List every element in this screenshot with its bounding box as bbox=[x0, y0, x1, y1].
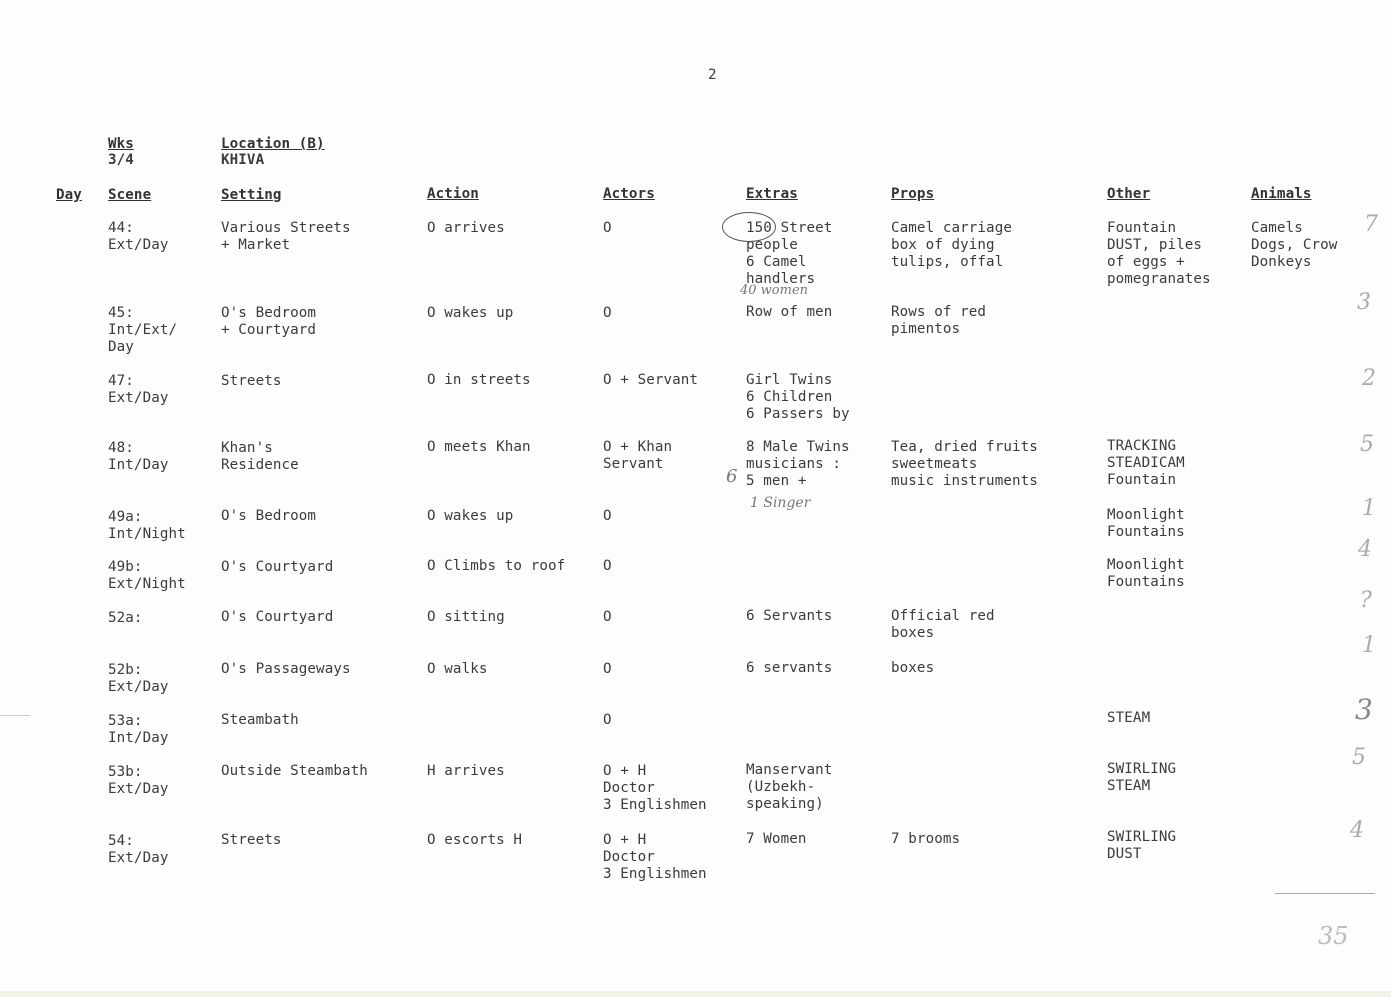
row-54-props: 7 brooms bbox=[891, 831, 961, 847]
row-52b-setting: O's Passageways bbox=[221, 661, 351, 677]
margin-number-7: ? bbox=[1360, 588, 1372, 613]
row-44-actors: O bbox=[603, 220, 612, 236]
wks-value: 3/4 bbox=[108, 152, 134, 168]
col-header-props: Props bbox=[891, 186, 935, 202]
row-45-extras: Row of men bbox=[746, 304, 833, 320]
row-53b-setting: Outside Steambath bbox=[221, 763, 368, 779]
col-header-setting: Setting bbox=[221, 187, 282, 203]
margin-total: 35 bbox=[1318, 922, 1349, 950]
row-47-action: O in streets bbox=[427, 372, 531, 388]
row-49b-setting: O's Courtyard bbox=[221, 559, 334, 575]
row-52a-actors: O bbox=[603, 609, 612, 625]
row-44-setting: Various Streets + Market bbox=[221, 220, 351, 253]
handwritten-circle bbox=[722, 212, 776, 242]
margin-number-4: 5 bbox=[1360, 432, 1374, 457]
margin-number-5: 1 bbox=[1362, 496, 1376, 521]
row-52b-action: O walks bbox=[427, 661, 488, 677]
location-label: Location (B) bbox=[221, 136, 325, 152]
location-value: KHIVA bbox=[221, 152, 265, 168]
row-45-actors: O bbox=[603, 305, 612, 321]
row-45-action: O wakes up bbox=[427, 305, 514, 321]
row-53a-scene: 53a: Int/Day bbox=[108, 713, 169, 746]
row-53a-setting: Steambath bbox=[221, 712, 299, 728]
row-44-other: Fountain DUST, piles of eggs + pomegranates bbox=[1107, 220, 1211, 287]
row-49b-actors: O bbox=[603, 558, 612, 574]
margin-number-11: 4 bbox=[1350, 818, 1364, 843]
row-48-actors: O + Khan Servant bbox=[603, 439, 673, 472]
row-48-props: Tea, dried fruits sweetmeats music instruments bbox=[891, 439, 1038, 489]
row-52b-actors: O bbox=[603, 661, 612, 677]
row-49b-scene: 49b: Ext/Night bbox=[108, 559, 186, 592]
left-margin-mark bbox=[0, 715, 30, 716]
row-47-setting: Streets bbox=[221, 373, 282, 389]
col-header-animals: Animals bbox=[1251, 186, 1312, 202]
row-47-extras: Girl Twins 6 Children 6 Passers by bbox=[746, 372, 850, 422]
handwritten-six: 6 bbox=[726, 466, 738, 487]
row-52a-extras: 6 Servants bbox=[746, 608, 833, 624]
row-47-actors: O + Servant bbox=[603, 372, 699, 388]
handwritten-note-40-women: 40 women bbox=[740, 283, 809, 298]
margin-number-1: 7 bbox=[1364, 212, 1378, 237]
row-53b-actors: O + H Doctor 3 Englishmen bbox=[603, 763, 707, 813]
margin-number-10: 5 bbox=[1352, 745, 1366, 770]
row-48-scene: 48: Int/Day bbox=[108, 440, 169, 473]
margin-number-9: 3 bbox=[1355, 693, 1373, 726]
wks-label: Wks bbox=[108, 136, 134, 152]
row-45-setting: O's Bedroom + Courtyard bbox=[221, 305, 317, 338]
row-44-extras: 150 Street people 6 Camel handlers bbox=[746, 220, 833, 287]
row-52a-props: Official red boxes bbox=[891, 608, 995, 641]
col-header-other: Other bbox=[1107, 186, 1151, 202]
row-49a-action: O wakes up bbox=[427, 508, 514, 524]
row-49a-setting: O's Bedroom bbox=[221, 508, 317, 524]
row-54-action: O escorts H bbox=[427, 832, 523, 848]
col-header-scene: Scene bbox=[108, 187, 152, 203]
row-54-setting: Streets bbox=[221, 832, 282, 848]
row-53b-action: H arrives bbox=[427, 763, 505, 779]
row-48-extras: 8 Male Twins musicians : 5 men + bbox=[746, 439, 850, 489]
row-48-other: TRACKING STEADICAM Fountain bbox=[1107, 438, 1185, 488]
col-header-extras: Extras bbox=[746, 186, 798, 202]
row-54-extras: 7 Women bbox=[746, 831, 807, 847]
col-header-actors: Actors bbox=[603, 186, 655, 202]
row-44-action: O arrives bbox=[427, 220, 505, 236]
row-48-setting: Khan's Residence bbox=[221, 440, 299, 473]
row-49a-other: Moonlight Fountains bbox=[1107, 507, 1185, 540]
row-53a-other: STEAM bbox=[1107, 710, 1151, 726]
row-53b-extras: Manservant (Uzbekh- speaking) bbox=[746, 762, 833, 812]
row-53a-actors: O bbox=[603, 712, 612, 728]
page-number: 2 bbox=[708, 67, 717, 83]
margin-number-8: 1 bbox=[1362, 633, 1376, 658]
row-52b-props: boxes bbox=[891, 660, 935, 676]
row-44-scene: 44: Ext/Day bbox=[108, 220, 169, 253]
row-54-actors: O + H Doctor 3 Englishmen bbox=[603, 832, 707, 882]
scan-edge bbox=[0, 991, 1391, 997]
row-49b-action: O Climbs to roof bbox=[427, 558, 566, 574]
row-52a-scene: 52a: bbox=[108, 610, 143, 626]
row-48-action: O meets Khan bbox=[427, 439, 531, 455]
col-header-day: Day bbox=[56, 187, 82, 203]
row-53b-scene: 53b: Ext/Day bbox=[108, 764, 169, 797]
row-44-animals: Camels Dogs, Crow Donkeys bbox=[1251, 220, 1338, 270]
row-47-scene: 47: Ext/Day bbox=[108, 373, 169, 406]
row-45-scene: 45: Int/Ext/ Day bbox=[108, 305, 178, 355]
row-49b-other: Moonlight Fountains bbox=[1107, 557, 1185, 590]
row-49a-actors: O bbox=[603, 508, 612, 524]
row-52a-action: O sitting bbox=[427, 609, 505, 625]
row-49a-scene: 49a: Int/Night bbox=[108, 509, 186, 542]
handwritten-note-singer: 1 Singer bbox=[750, 495, 811, 511]
row-45-props: Rows of red pimentos bbox=[891, 304, 987, 337]
row-52b-scene: 52b: Ext/Day bbox=[108, 662, 169, 695]
row-54-scene: 54: Ext/Day bbox=[108, 833, 169, 866]
margin-number-2: 3 bbox=[1357, 290, 1371, 315]
margin-number-3: 2 bbox=[1362, 366, 1376, 391]
total-rule bbox=[1275, 893, 1375, 894]
row-52b-extras: 6 servants bbox=[746, 660, 833, 676]
row-54-other: SWIRLING DUST bbox=[1107, 829, 1177, 862]
margin-number-6: 4 bbox=[1358, 537, 1372, 562]
row-53b-other: SWIRLING STEAM bbox=[1107, 761, 1177, 794]
col-header-action: Action bbox=[427, 186, 479, 202]
row-44-props: Camel carriage box of dying tulips, offal bbox=[891, 220, 1012, 270]
row-52a-setting: O's Courtyard bbox=[221, 609, 334, 625]
